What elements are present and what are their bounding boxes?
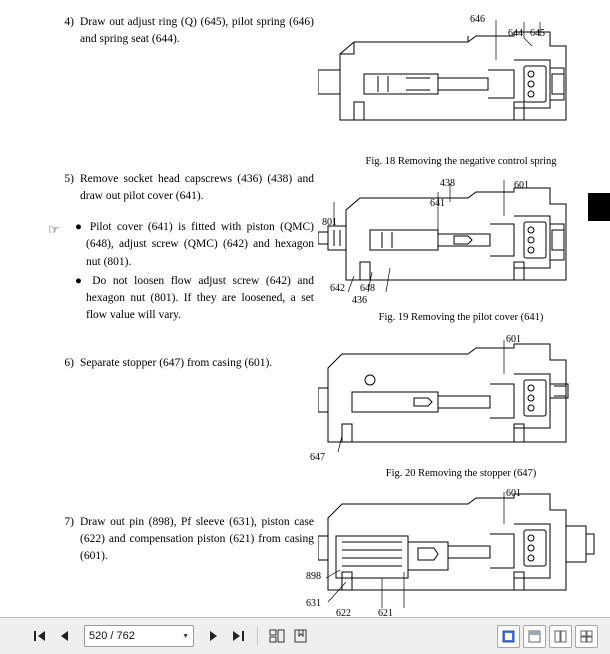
- figure-19-label-601: 601: [514, 180, 529, 191]
- step-4: [52, 14, 314, 49]
- figure-21-label-631: 631: [306, 598, 321, 609]
- last-page-icon[interactable]: [228, 626, 248, 646]
- figure-20-label-601: 601: [506, 334, 521, 345]
- step-7-number: 7): [64, 515, 74, 528]
- figure-18-label-646: 646: [470, 14, 485, 25]
- note-line-1: ● Pilot cover (641) is fitted with piston (QMC) (648), adjust screw (QMC) (642) and hexagon nut (801).: [75, 221, 314, 268]
- note-line-2: ● Do not loosen flow adjust screw (642) and hexagon nut (801). If they are loosened, a set flow value will vary.: [75, 274, 314, 322]
- figure-18-caption: Fig. 18 Removing the negative control spring: [365, 156, 557, 167]
- continuous-scroll-icon[interactable]: [523, 625, 546, 648]
- single-page-view-icon[interactable]: [497, 625, 520, 648]
- pointing-hand-icon: ☞: [48, 222, 60, 237]
- step-4-text: Draw out adjust ring (Q) (645), pilot spring (646) and spring seat (644).: [80, 16, 314, 46]
- step-7: [52, 514, 314, 566]
- figure-18-label-644: 644: [508, 28, 523, 39]
- thumbnail-view-icon[interactable]: [267, 626, 287, 646]
- step-5: [52, 171, 314, 206]
- two-page-view-icon[interactable]: [549, 625, 572, 648]
- figure-20-drawing: [318, 340, 600, 458]
- figure-19-label-438: 438: [440, 178, 455, 189]
- figure-19-label-641: 641: [430, 198, 445, 209]
- figure-21-drawing: [318, 492, 600, 610]
- chevron-down-icon[interactable]: ▼: [182, 632, 189, 640]
- figure-21-label-601: 601: [506, 488, 521, 499]
- bookmark-icon[interactable]: [291, 626, 311, 646]
- figure-21-label-898: 898: [306, 571, 321, 582]
- figure-19-label-642: 642: [330, 283, 345, 294]
- figure-18-label-645: 645: [530, 28, 545, 39]
- step-5-text: Remove socket head capscrews (436) (438) and draw out pilot cover (641).: [80, 172, 314, 202]
- figure-19-caption: Fig. 19 Removing the pilot cover (641): [378, 312, 544, 323]
- step-6-text: Separate stopper (647) from casing (601).: [80, 356, 273, 369]
- pdf-viewer-toolbar: [0, 617, 610, 654]
- page-number-value: 520 / 762: [89, 630, 135, 642]
- previous-page-icon[interactable]: [54, 626, 74, 646]
- figure-19-label-436: 436: [352, 295, 367, 306]
- figure-20-caption: Fig. 20 Removing the stopper (647): [385, 468, 537, 479]
- step-7-text: Draw out pin (898), Pf sleeve (631), piston case (622) and compensation piston (621) from casing (601).: [80, 515, 314, 563]
- figure-18-drawing: [318, 16, 600, 146]
- text-column: [48, 14, 314, 580]
- figure-19-label-801: 801: [322, 217, 337, 228]
- grid-view-icon[interactable]: [575, 625, 598, 648]
- figure-21-label-621: 621: [378, 608, 393, 617]
- step-4-number: 4): [64, 16, 74, 28]
- figure-20-label-647: 647: [310, 452, 325, 463]
- figure-21-label-622: 622: [336, 608, 351, 617]
- first-page-icon[interactable]: [30, 626, 50, 646]
- next-page-icon[interactable]: [204, 626, 224, 646]
- step-6-number: 6): [64, 356, 74, 369]
- page-number-input[interactable]: [84, 625, 194, 647]
- note-block: [48, 219, 314, 325]
- figure-19-label-648: 648: [360, 283, 375, 294]
- step-5-number: 5): [64, 172, 74, 185]
- toolbar-divider: [257, 627, 258, 645]
- step-6: [52, 355, 314, 372]
